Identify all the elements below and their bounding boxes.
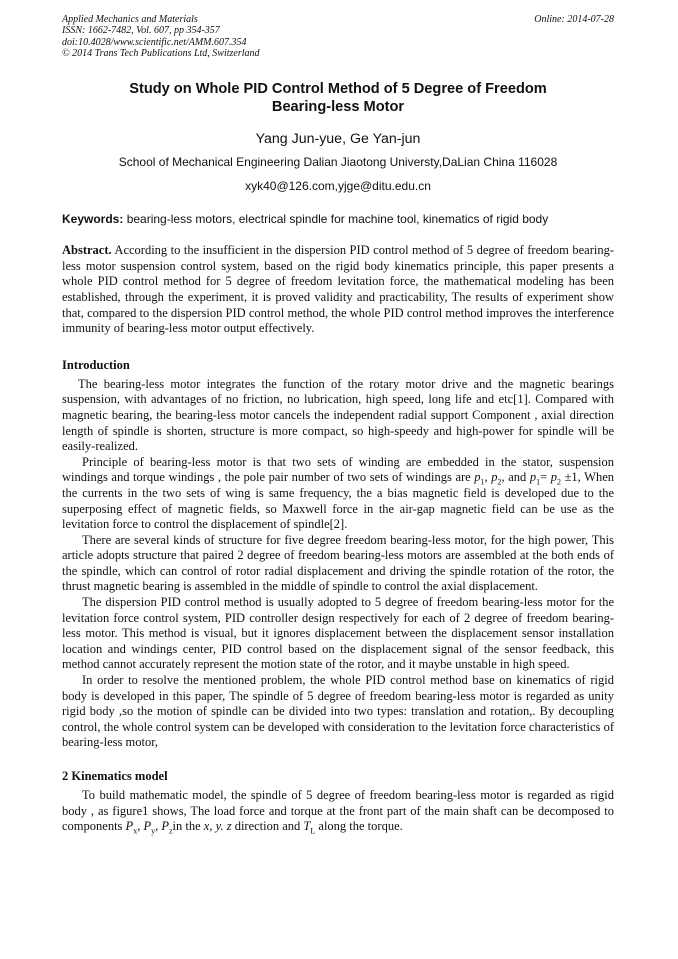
keywords-text: bearing-less motors, electrical spindle for machine tool, kinematics of rigid body bbox=[126, 212, 549, 227]
issn: ISSN: 1662-7482, Vol. 607, pp 354-357 bbox=[62, 25, 220, 37]
email: xyk40@126.com,yjge@ditu.edu.cn bbox=[245, 179, 431, 194]
keywords-label: Keywords: bbox=[62, 212, 124, 227]
paper-title bbox=[62, 80, 614, 116]
intro-paragraph-1: The bearing-less motor integrates the function of the rotary motor drive and the magnetic bearings suspension, with advantages of no friction, no lubrication, high speed, long life and etc[1]. Compared with magnetic bearing, the bearing-less motor cancels the independent radial support Component , axial direction length of spindle is shorten, structure is more compact, so high-speedy and high-power for spindle will be easily-realized. bbox=[62, 376, 614, 454]
kinematics-heading: 2 Kinematics model bbox=[62, 769, 168, 783]
affiliation: School of Mechanical Engineering Dalian Jiaotong Universty,DaLian China 116028 bbox=[118, 155, 558, 170]
title-line-1: Study on Whole PID Control Method of 5 Degree of Freedom bbox=[129, 81, 547, 98]
journal-name: Applied Mechanics and Materials bbox=[62, 14, 198, 25]
keywords bbox=[62, 212, 614, 227]
kinematics-paragraph-1: To build mathematic model, the spindle of 5 degree of freedom bearing-less motor is regarded as rigid body , as figure1 shows, The load force and torque at the front part of the main shaft can be decomposed to components $P_x$, $P_y$, $P_zin$ the x, y. z direction and $T_L$ along the torque. bbox=[62, 788, 614, 836]
abstract-text: According to the insufficient in the dispersion PID control method of 5 degree of freedom bearing-less motor suspension control system, based on the rigid body kinematics principle, this paper presents a whole PID control method for 5 degree of freedom levitation force, the mathematical modeling has been established, through the experiment, it is proved validity and practicability, The results of experiment show that, compared to the dispersion PID control method, the whole PID control method improves the interference immunity of bearing-less motor output effectively. bbox=[62, 243, 614, 336]
header-row bbox=[62, 14, 614, 25]
abstract bbox=[62, 243, 614, 337]
intro-paragraph-2: Principle of bearing-less motor is that two sets of winding are embedded in the stator, suspension windings and torque windings , the pole pair number of two sets of windings are $p_1$, $p_2$, and $p_1= p_2 \pm 1$, When the currents in the two sets of wing is same frequency, the a bias magnetic field is developed due to the superposing effect of magnetic fields, so Maxwell force in the air-gap magnetic field can be use as the levitation force to control the displacement of spindle[2]. bbox=[62, 454, 614, 532]
online-date: Online: 2014-07-28 bbox=[534, 14, 614, 25]
intro-paragraph-5: In order to resolve the mentioned problem, the whole PID control method base on kinematics of rigid body is developed in this paper, The spindle of 5 degree of freedom bearing-less motor is regarded as unity rigid body ,so the motion of spindle can be divided into two types: translation and rotation,. By decoupling control, the whole control system can be developed with consideration to the levitation force characteristics of bearing-less motor, bbox=[62, 673, 614, 750]
abstract-label: Abstract. bbox=[62, 243, 112, 258]
introduction-heading: Introduction bbox=[62, 357, 130, 372]
header-meta bbox=[62, 25, 614, 59]
paper-page bbox=[62, 14, 614, 835]
doi: doi:10.4028/www.scientific.net/AMM.607.354 bbox=[62, 36, 247, 48]
intro-paragraph-4: The dispersion PID control method is usually adopted to 5 degree of freedom bearing-less motor for the levitation force control system, PID controller design respectively for each of 2 degree of freedom bearing-less motor. This method is visual, but it ignores displacement between the displacement sensor installation location and windings center, PID control based on the displacement signal of the sensor feedback, this method cannot accurately represent the motion state of the rotor, and it maybe unstable in high speed. bbox=[62, 595, 614, 672]
copyright: © 2014 Trans Tech Publications Ltd, Switzerland bbox=[62, 47, 260, 59]
authors: Yang Jun-yue, Ge Yan-jun bbox=[255, 131, 421, 148]
title-line-2: Bearing-less Motor bbox=[271, 99, 405, 116]
intro-paragraph-3: There are several kinds of structure for five degree freedom bearing-less motor, for the high power, This article adopts structure that paired 2 degree of freedom bearing-less motors are assembled at the both ends of the spindle, which can control of rotor radial displacement and driving the spindle rotation of the rotor, the thrust magnetic bearing is assembled in the middle of spindle to control the axial displacement. bbox=[62, 532, 614, 594]
